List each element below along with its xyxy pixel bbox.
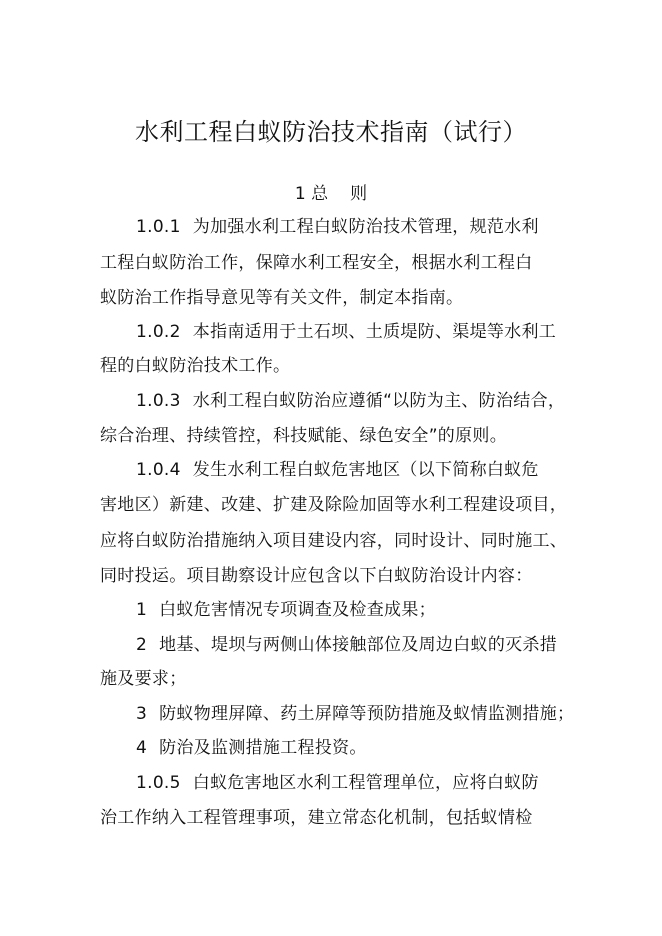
- paragraph-line: [100, 492, 567, 518]
- line-text: 蚁防治工作指导意见等有关文件，制定本指南。: [100, 288, 464, 308]
- line-text: 水利工程白蚁防治应遵循“以防为主、防治结合，: [192, 391, 566, 411]
- line-text: 防治及监测措施工程投资。: [159, 738, 367, 758]
- paragraph-line: [100, 423, 507, 449]
- line-text: 为加强水利工程白蚁防治技术管理，规范水利: [192, 217, 539, 237]
- chapter-name-2: 则: [350, 184, 368, 204]
- clause-number: 1.0.4: [136, 460, 181, 480]
- line-text: 白蚁危害地区水利工程管理单位，应将白蚁防: [192, 773, 539, 793]
- chapter-name: 总: [311, 184, 329, 204]
- clause-number: 1.0.2: [136, 322, 181, 342]
- line-text: 施及要求；: [100, 669, 187, 689]
- paragraph-line: [100, 285, 463, 311]
- line-text: 治工作纳入工程管理事项，建立常态化机制，包括蚁情检: [100, 808, 533, 828]
- paragraph-line: [136, 770, 539, 796]
- list-item: [136, 632, 557, 658]
- item-number: 4: [136, 738, 148, 758]
- line-text: 地基、堤坝与两侧山体接触部位及周边白蚁的灭杀措: [159, 635, 558, 655]
- paragraph-line: [136, 388, 565, 414]
- paragraph-line: [136, 457, 539, 483]
- paragraph-line: [100, 353, 290, 379]
- list-item: [136, 597, 436, 623]
- clause-number: 1.0.5: [136, 773, 181, 793]
- paragraph-line: [100, 528, 567, 554]
- line-text: 同时投运。项目勘察设计应包含以下白蚁防治设计内容：: [100, 566, 533, 586]
- line-text: 发生水利工程白蚁危害地区（以下简称白蚁危: [192, 460, 539, 480]
- item-number: 1: [136, 600, 148, 620]
- chapter-heading: [0, 181, 662, 207]
- paragraph-line: [100, 563, 533, 589]
- list-item: [136, 735, 367, 761]
- list-item: [136, 701, 574, 727]
- line-text: 应将白蚁防治措施纳入项目建设内容，同时设计、同时施工、: [100, 531, 568, 551]
- line-text: 白蚁危害情况专项调查及检查成果；: [159, 600, 436, 620]
- clause-number: 1.0.1: [136, 217, 181, 237]
- line-text: 程的白蚁防治技术工作。: [100, 356, 291, 376]
- line-text: 害地区）新建、改建、扩建及除险加固等水利工程建设项目，: [100, 495, 568, 515]
- clause-number: 1.0.3: [136, 391, 181, 411]
- line-text: 综合治理、持续管控，科技赋能、绿色安全”的原则。: [100, 426, 508, 446]
- line-text: 工程白蚁防治工作，保障水利工程安全，根据水利工程白: [100, 253, 533, 273]
- chapter-number: 1: [294, 184, 306, 204]
- document-title: 水利工程白蚁防治技术指南（试行）: [135, 118, 527, 146]
- paragraph-line: [100, 666, 187, 692]
- paragraph-line: [136, 319, 556, 345]
- paragraph-line: [100, 250, 533, 276]
- paragraph-line: [100, 805, 533, 831]
- item-number: 2: [136, 635, 148, 655]
- item-number: 3: [136, 704, 148, 724]
- line-text: 防蚁物理屏障、药土屏障等预防措施及蚁情监测措施；: [159, 704, 575, 724]
- paragraph-line: [136, 214, 539, 240]
- line-text: 本指南适用于土石坝、土质堤防、渠堤等水利工: [192, 322, 557, 342]
